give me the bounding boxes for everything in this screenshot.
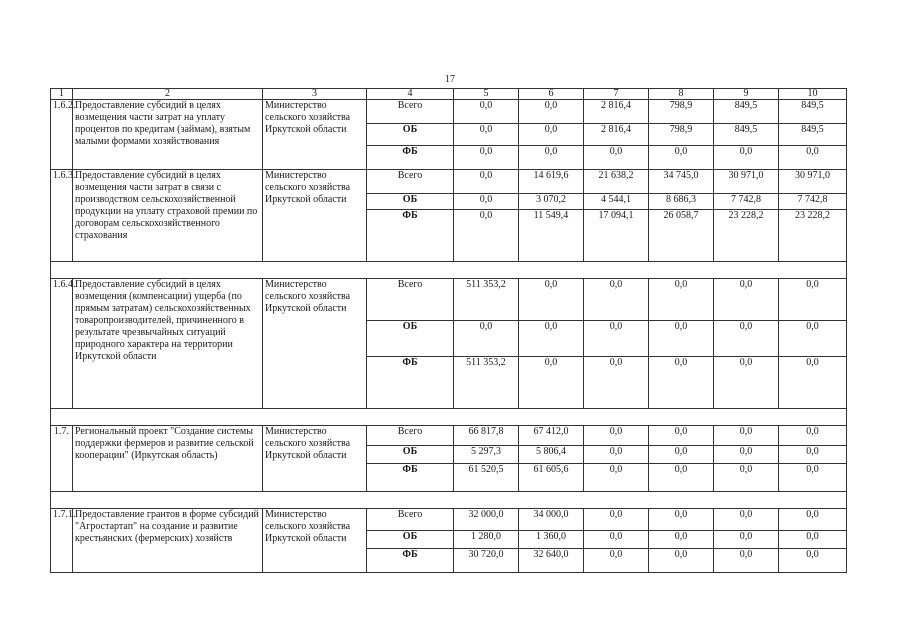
value-cell: 0,0 — [779, 464, 847, 492]
spacer-cell — [51, 492, 847, 509]
table-row — [51, 509, 847, 531]
value-cell: 0,0 — [779, 446, 847, 464]
value-cell: 30 720,0 — [454, 549, 519, 573]
value-cell: 14 619,6 — [519, 170, 584, 194]
header-cell: 3 — [263, 89, 367, 100]
value-cell: 0,0 — [779, 146, 847, 170]
spacer-row — [51, 262, 847, 279]
funding-source: ОБ — [367, 124, 454, 146]
value-cell: 5 297,3 — [454, 446, 519, 464]
value-cell: 0,0 — [454, 124, 519, 146]
funding-source: Всего — [367, 279, 454, 321]
value-cell: 0,0 — [584, 509, 649, 531]
funding-source: Всего — [367, 426, 454, 446]
funding-source: ФБ — [367, 549, 454, 573]
value-cell: 4 544,1 — [584, 194, 649, 210]
value-cell: 0,0 — [519, 321, 584, 357]
value-cell: 0,0 — [584, 549, 649, 573]
row-name: Региональный проект "Создание системы поддержки фермеров и развитие сельской кооперации" (Иркутская область) — [73, 426, 263, 492]
value-cell: 849,5 — [779, 100, 847, 124]
value-cell: 67 412,0 — [519, 426, 584, 446]
value-cell: 0,0 — [779, 321, 847, 357]
row-organization: Министерство сельского хозяйства Иркутской области — [263, 170, 367, 262]
value-cell: 34 745,0 — [649, 170, 714, 194]
funding-source: Всего — [367, 100, 454, 124]
funding-source: ФБ — [367, 146, 454, 170]
value-cell: 0,0 — [454, 321, 519, 357]
value-cell: 0,0 — [584, 426, 649, 446]
value-cell: 0,0 — [454, 146, 519, 170]
value-cell: 7 742,8 — [779, 194, 847, 210]
spacer-row — [51, 409, 847, 426]
value-cell: 0,0 — [649, 531, 714, 549]
header-cell: 6 — [519, 89, 584, 100]
funding-source: Всего — [367, 170, 454, 194]
value-cell: 34 000,0 — [519, 509, 584, 531]
value-cell: 61 520,5 — [454, 464, 519, 492]
row-number: 1.7.1. — [51, 509, 73, 573]
value-cell: 0,0 — [714, 464, 779, 492]
value-cell: 0,0 — [714, 321, 779, 357]
value-cell: 511 353,2 — [454, 357, 519, 409]
spacer-cell — [51, 262, 847, 279]
value-cell: 30 971,0 — [714, 170, 779, 194]
funding-source: ОБ — [367, 446, 454, 464]
row-organization: Министерство сельского хозяйства Иркутской области — [263, 279, 367, 409]
funding-source: ОБ — [367, 194, 454, 210]
value-cell: 0,0 — [584, 321, 649, 357]
value-cell: 0,0 — [779, 357, 847, 409]
value-cell: 511 353,2 — [454, 279, 519, 321]
value-cell: 32 000,0 — [454, 509, 519, 531]
funding-source: Всего — [367, 509, 454, 531]
row-organization: Министерство сельского хозяйства Иркутской области — [263, 100, 367, 170]
row-name: Предоставление субсидий в целях возмещения (компенсации) ущерба (по прямым затратам) сельскохозяйственных товаропроизводителей, причиненного в результате чрезвычайных ситуаций природного характера на территории Иркутской области — [73, 279, 263, 409]
row-number: 1.6.4. — [51, 279, 73, 409]
value-cell: 1 280,0 — [454, 531, 519, 549]
value-cell: 0,0 — [584, 446, 649, 464]
value-cell: 2 816,4 — [584, 124, 649, 146]
value-cell: 0,0 — [584, 531, 649, 549]
value-cell: 798,9 — [649, 124, 714, 146]
value-cell: 0,0 — [649, 549, 714, 573]
row-number: 1.6.2. — [51, 100, 73, 170]
value-cell: 17 094,1 — [584, 210, 649, 262]
header-cell: 2 — [73, 89, 263, 100]
value-cell: 2 816,4 — [584, 100, 649, 124]
value-cell: 8 686,3 — [649, 194, 714, 210]
header-cell: 4 — [367, 89, 454, 100]
header-cell: 7 — [584, 89, 649, 100]
row-name: Предоставление субсидий в целях возмещения части затрат на уплату процентов по кредитам (займам), взятым малыми формами хозяйствования — [73, 100, 263, 170]
value-cell: 0,0 — [519, 279, 584, 321]
value-cell: 66 817,8 — [454, 426, 519, 446]
value-cell: 798,9 — [649, 100, 714, 124]
page-number: 17 — [445, 74, 455, 85]
value-cell: 0,0 — [714, 426, 779, 446]
value-cell: 0,0 — [454, 170, 519, 194]
value-cell: 0,0 — [454, 100, 519, 124]
value-cell: 26 058,7 — [649, 210, 714, 262]
value-cell: 849,5 — [714, 100, 779, 124]
header-cell: 10 — [779, 89, 847, 100]
funding-source: ОБ — [367, 321, 454, 357]
value-cell: 61 605,6 — [519, 464, 584, 492]
header-row — [51, 89, 847, 100]
header-cell: 5 — [454, 89, 519, 100]
value-cell: 0,0 — [519, 357, 584, 409]
value-cell: 0,0 — [714, 146, 779, 170]
table-row — [51, 279, 847, 321]
budget-table — [50, 88, 847, 573]
row-organization: Министерство сельского хозяйства Иркутской области — [263, 426, 367, 492]
header-cell: 9 — [714, 89, 779, 100]
value-cell: 0,0 — [779, 531, 847, 549]
value-cell: 0,0 — [454, 194, 519, 210]
table-row — [51, 426, 847, 446]
value-cell: 849,5 — [779, 124, 847, 146]
spacer-row — [51, 492, 847, 509]
value-cell: 0,0 — [649, 426, 714, 446]
value-cell: 0,0 — [649, 464, 714, 492]
value-cell: 32 640,0 — [519, 549, 584, 573]
funding-source: ФБ — [367, 210, 454, 262]
value-cell: 849,5 — [714, 124, 779, 146]
value-cell: 0,0 — [714, 357, 779, 409]
value-cell: 0,0 — [714, 549, 779, 573]
value-cell: 0,0 — [649, 279, 714, 321]
value-cell: 0,0 — [584, 464, 649, 492]
value-cell: 0,0 — [519, 100, 584, 124]
funding-source: ФБ — [367, 464, 454, 492]
row-number: 1.6.3. — [51, 170, 73, 262]
value-cell: 0,0 — [779, 549, 847, 573]
value-cell: 0,0 — [779, 279, 847, 321]
value-cell: 21 638,2 — [584, 170, 649, 194]
value-cell: 0,0 — [519, 146, 584, 170]
value-cell: 11 549,4 — [519, 210, 584, 262]
value-cell: 0,0 — [649, 321, 714, 357]
value-cell: 0,0 — [714, 509, 779, 531]
value-cell: 0,0 — [649, 146, 714, 170]
value-cell: 0,0 — [649, 357, 714, 409]
value-cell: 0,0 — [649, 509, 714, 531]
value-cell: 3 070,2 — [519, 194, 584, 210]
value-cell: 0,0 — [714, 446, 779, 464]
row-name: Предоставление субсидий в целях возмещения части затрат в связи с производством сельскохозяйственной продукции на уплату страховой премии по договорам сельскохозяйственного страхования — [73, 170, 263, 262]
value-cell: 0,0 — [584, 357, 649, 409]
spacer-cell — [51, 409, 847, 426]
value-cell: 5 806,4 — [519, 446, 584, 464]
funding-source: ОБ — [367, 531, 454, 549]
value-cell: 23 228,2 — [779, 210, 847, 262]
row-organization: Министерство сельского хозяйства Иркутской области — [263, 509, 367, 573]
table-row — [51, 170, 847, 194]
table-row — [51, 100, 847, 124]
value-cell: 0,0 — [649, 446, 714, 464]
value-cell: 23 228,2 — [714, 210, 779, 262]
row-name: Предоставление грантов в форме субсидий "Агростартап" на создание и развитие крестьянских (фермерских) хозяйств — [73, 509, 263, 573]
funding-source: ФБ — [367, 357, 454, 409]
value-cell: 30 971,0 — [779, 170, 847, 194]
value-cell: 0,0 — [714, 531, 779, 549]
value-cell: 0,0 — [519, 124, 584, 146]
value-cell: 7 742,8 — [714, 194, 779, 210]
header-cell: 8 — [649, 89, 714, 100]
value-cell: 0,0 — [714, 279, 779, 321]
header-cell: 1 — [51, 89, 73, 100]
value-cell: 0,0 — [779, 509, 847, 531]
value-cell: 0,0 — [779, 426, 847, 446]
value-cell: 0,0 — [584, 279, 649, 321]
value-cell: 0,0 — [584, 146, 649, 170]
row-number: 1.7. — [51, 426, 73, 492]
value-cell: 1 360,0 — [519, 531, 584, 549]
value-cell: 0,0 — [454, 210, 519, 262]
